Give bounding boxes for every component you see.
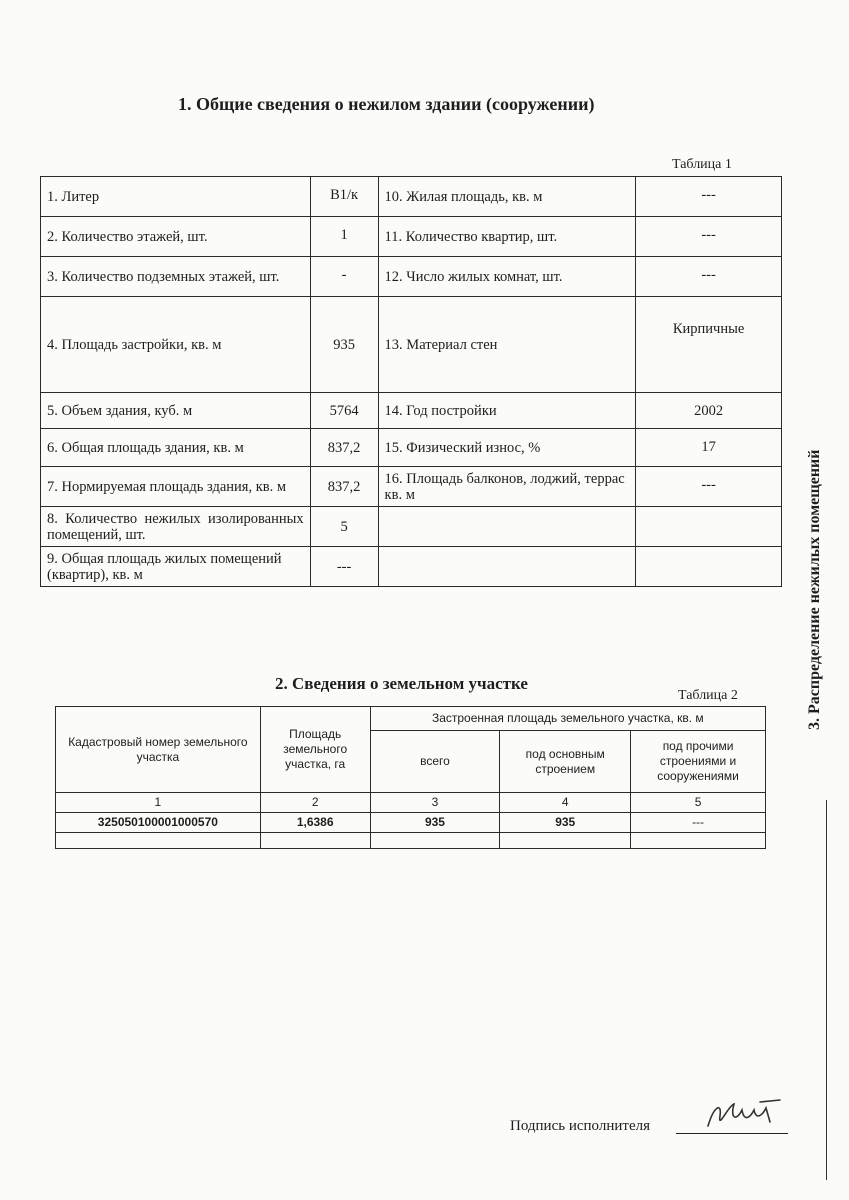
row-label: 15. Физический износ, %	[378, 429, 636, 467]
row-label: 1. Литер	[41, 177, 311, 217]
column-number: 4	[500, 793, 631, 813]
row-label: 3. Количество подземных этажей, шт.	[41, 257, 311, 297]
empty-cell	[56, 833, 261, 849]
column-number: 5	[631, 793, 766, 813]
row-label	[378, 507, 636, 547]
table-row	[41, 547, 782, 587]
built-total: 935	[370, 813, 500, 833]
row-label: 10. Жилая площадь, кв. м	[378, 177, 636, 217]
row-value: 17	[636, 429, 782, 467]
land-plot-table	[55, 706, 766, 849]
column-numbers-row	[56, 793, 766, 813]
empty-cell	[260, 833, 370, 849]
plot-area: 1,6386	[260, 813, 370, 833]
row-value: 837,2	[310, 467, 378, 507]
row-label: 7. Нормируемая площадь здания, кв. м	[41, 467, 311, 507]
row-label: 11. Количество квартир, шт.	[378, 217, 636, 257]
row-value	[636, 547, 782, 587]
row-label: 6. Общая площадь здания, кв. м	[41, 429, 311, 467]
empty-cell	[631, 833, 766, 849]
row-value: 935	[310, 297, 378, 393]
row-value	[636, 507, 782, 547]
table-row	[41, 257, 782, 297]
row-label: 5. Объем здания, куб. м	[41, 393, 311, 429]
header-other-buildings: под прочими строениями и сооружениями	[631, 731, 766, 793]
column-number: 3	[370, 793, 500, 813]
table-row	[41, 177, 782, 217]
signature-label: Подпись исполнителя	[510, 1118, 650, 1134]
row-label: 12. Число жилых комнат, шт.	[378, 257, 636, 297]
table2-caption: Таблица 2	[678, 688, 738, 703]
row-value: ---	[636, 177, 782, 217]
column-number: 2	[260, 793, 370, 813]
table-row	[41, 429, 782, 467]
header-area: Площадь земельного участка, га	[260, 707, 370, 793]
side-section3-heading: 3. Распределение нежилых помещений	[806, 449, 823, 730]
signature-scribble-icon	[700, 1096, 790, 1136]
built-main: 935	[500, 813, 631, 833]
row-value: В1/к	[310, 177, 378, 217]
section2-title: 2. Сведения о земельном участке	[275, 674, 528, 693]
row-label: 9. Общая площадь жилых помещений (квартир), кв. м	[41, 547, 311, 587]
row-value: 5	[310, 507, 378, 547]
row-label: 16. Площадь балконов, лоджий, террас кв. м	[378, 467, 636, 507]
row-value: ---	[636, 257, 782, 297]
page-edge-line	[826, 800, 827, 1180]
table-row	[41, 297, 782, 393]
row-label: 14. Год постройки	[378, 393, 636, 429]
table-row	[41, 217, 782, 257]
row-value: 837,2	[310, 429, 378, 467]
row-label: 8. Количество нежилых изолированных помещений, шт.	[41, 507, 311, 547]
row-value: Кирпичные	[636, 297, 782, 393]
row-value: 1	[310, 217, 378, 257]
row-value: -	[310, 257, 378, 297]
table-row	[41, 507, 782, 547]
row-value: ---	[310, 547, 378, 587]
row-label: 13. Материал стен	[378, 297, 636, 393]
table1-caption: Таблица 1	[672, 157, 732, 172]
row-value: ---	[636, 467, 782, 507]
row-value: 5764	[310, 393, 378, 429]
header-built-area: Застроенная площадь земельного участка, кв. м	[370, 707, 765, 731]
row-value: 2002	[636, 393, 782, 429]
built-other: ---	[631, 813, 766, 833]
cadastral-number: 325050100001000570	[56, 813, 261, 833]
table-row	[56, 813, 766, 833]
row-label	[378, 547, 636, 587]
table-row	[56, 833, 766, 849]
general-info-table	[40, 176, 782, 587]
column-number: 1	[56, 793, 261, 813]
section1-title: 1. Общие сведения о нежилом здании (сооружении)	[178, 94, 595, 114]
empty-cell	[500, 833, 631, 849]
row-value: ---	[636, 217, 782, 257]
row-label: 2. Количество этажей, шт.	[41, 217, 311, 257]
header-cadastral: Кадастровый номер земельного участка	[56, 707, 261, 793]
header-total: всего	[370, 731, 500, 793]
table-row	[41, 467, 782, 507]
table-row	[41, 393, 782, 429]
row-label: 4. Площадь застройки, кв. м	[41, 297, 311, 393]
empty-cell	[370, 833, 500, 849]
header-main-building: под основным строением	[500, 731, 631, 793]
